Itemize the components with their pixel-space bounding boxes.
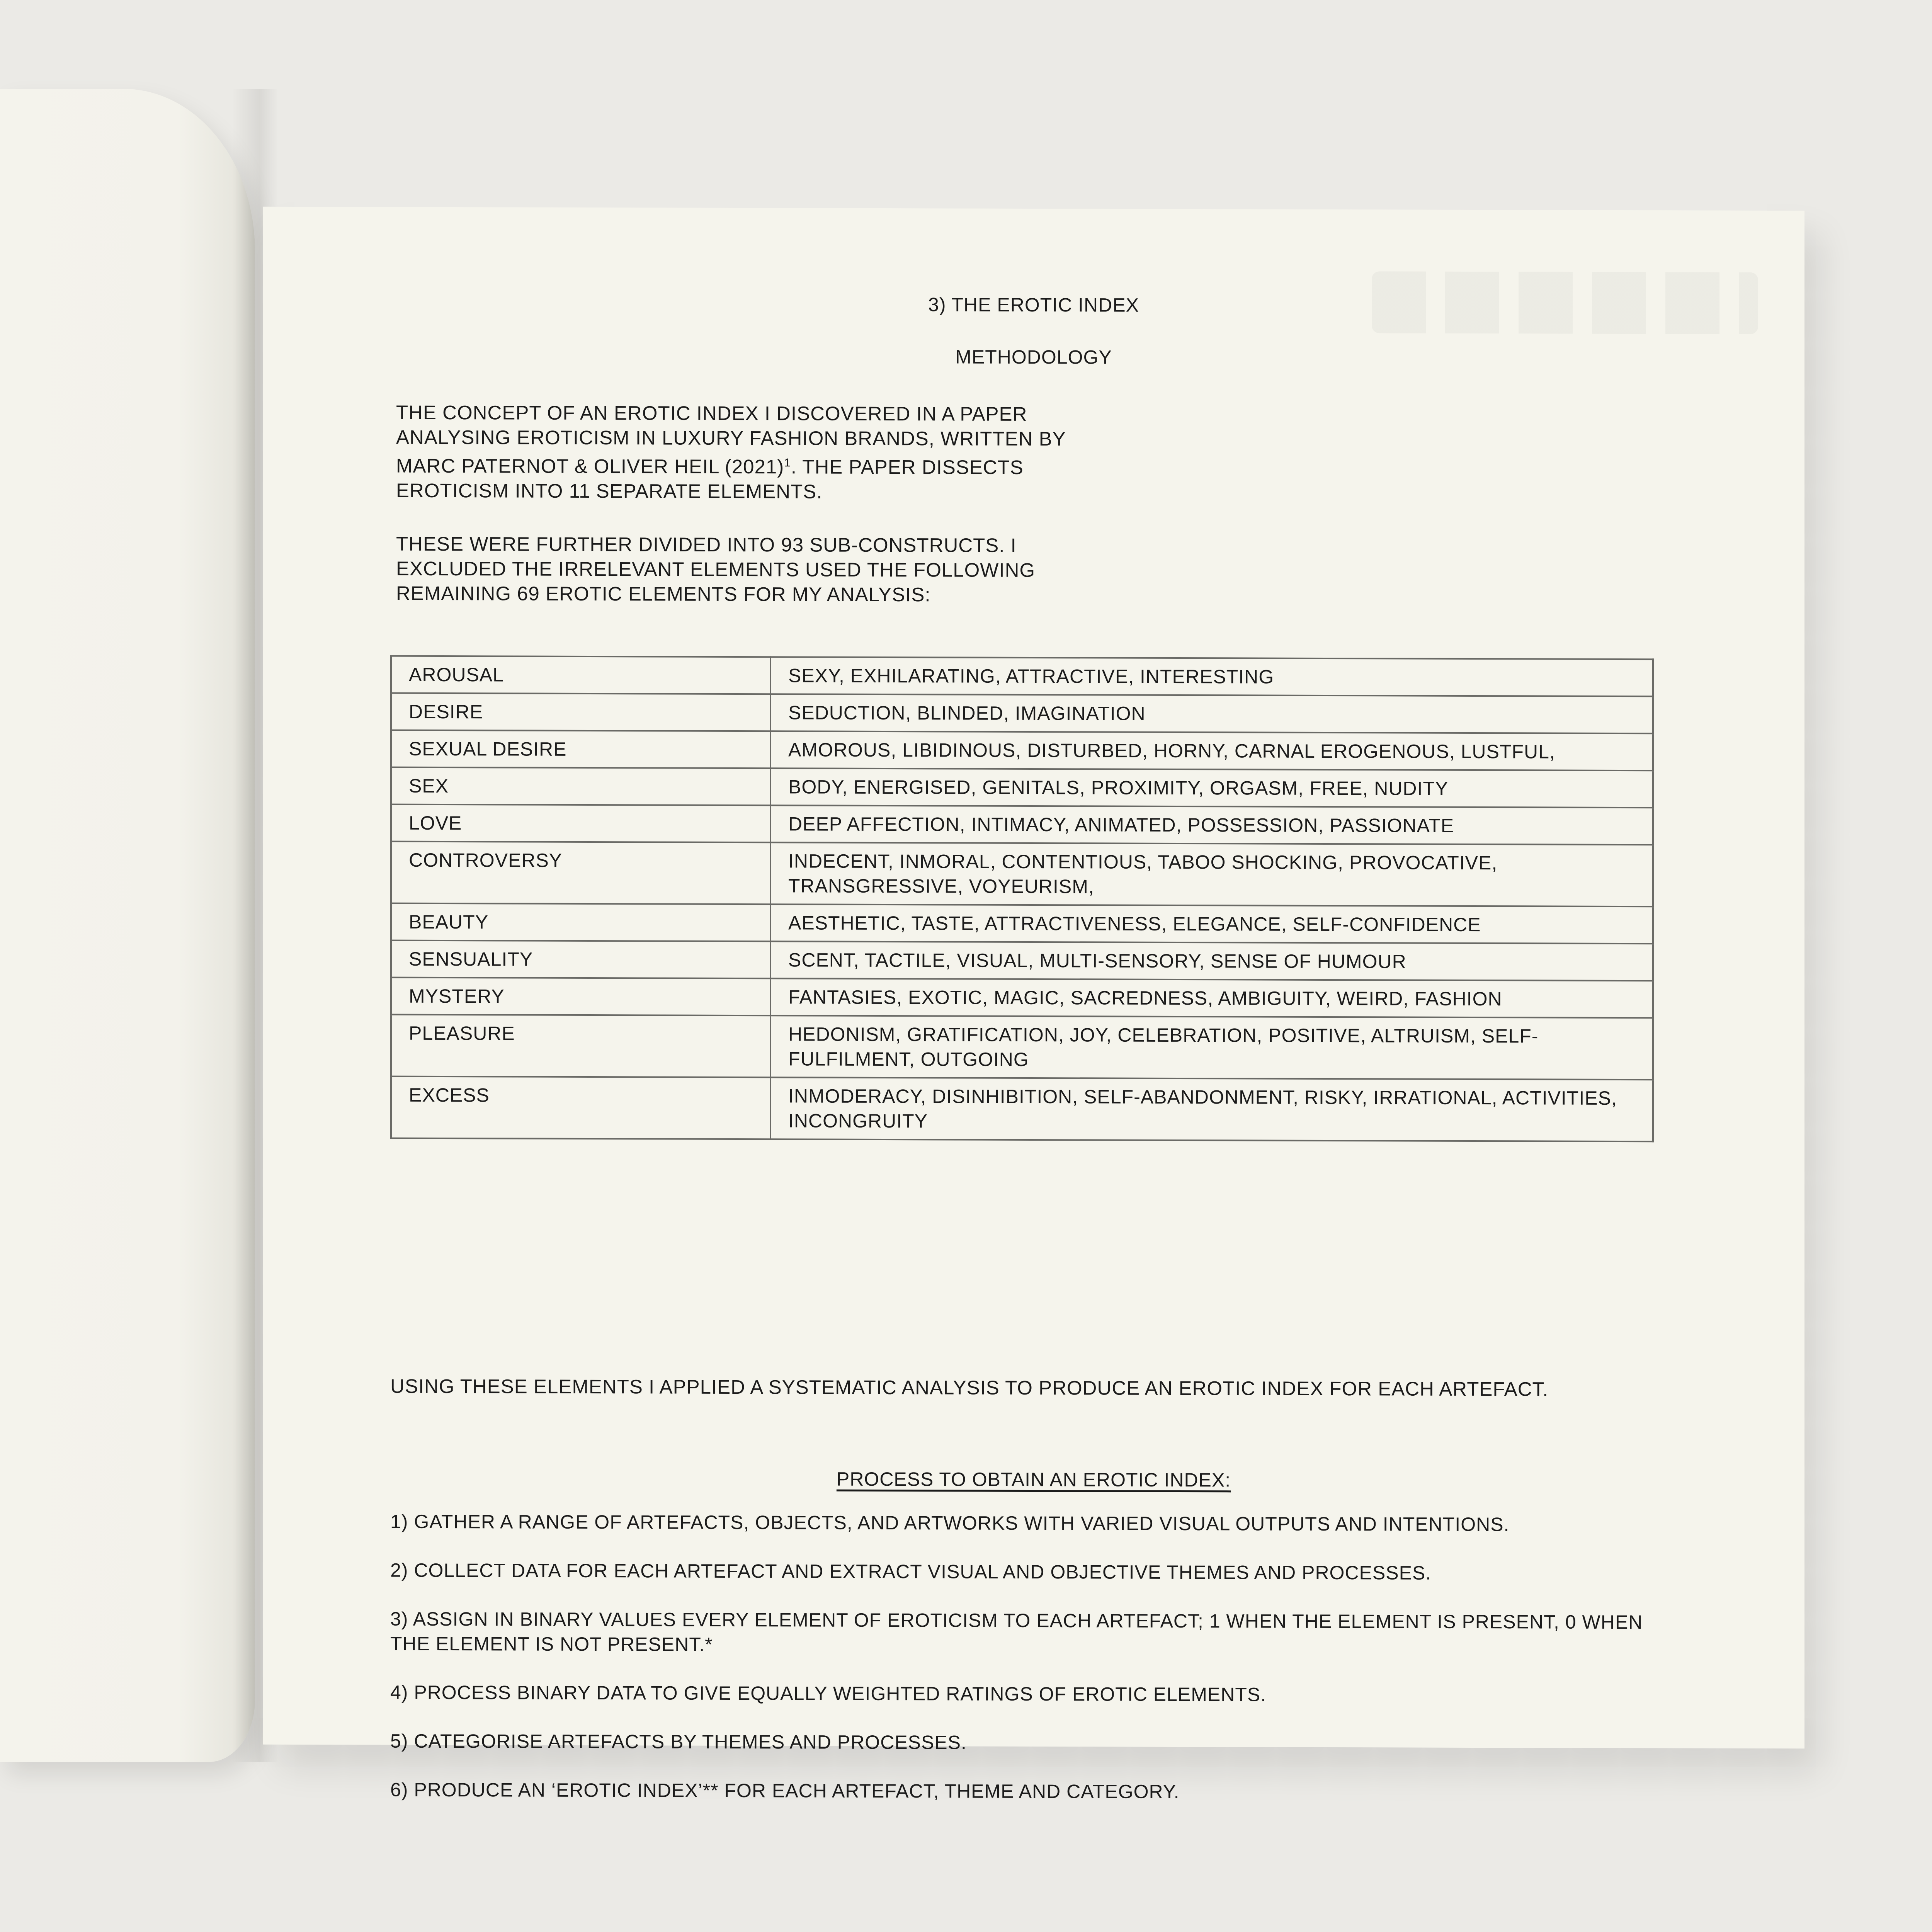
erotic-elements-table bbox=[390, 655, 1654, 1143]
document-page bbox=[263, 207, 1804, 1803]
category-cell: DESIRE bbox=[391, 693, 770, 731]
table-row bbox=[391, 842, 1653, 907]
category-cell: AROUSAL bbox=[391, 656, 770, 694]
section-title: 3) THE EROTIC INDEX bbox=[928, 294, 1139, 316]
process-step: 5) CATEGORISE ARTEFACTS BY THEMES AND PROCESSES. bbox=[390, 1730, 967, 1753]
category-cell: EXCESS bbox=[391, 1077, 770, 1139]
elements-cell: INDECENT, INMORAL, CONTENTIOUS, TABOO SHOCKING, PROVOCATIVE, TRANSGRESSIVE, VOYEURISM, bbox=[770, 842, 1653, 906]
table-row bbox=[391, 693, 1653, 734]
category-cell: PLEASURE bbox=[391, 1015, 770, 1078]
process-step: 1) GATHER A RANGE OF ARTEFACTS, OBJECTS, AND ARTWORKS WITH VARIED VISUAL OUTPUTS AND INTENTIONS. bbox=[390, 1510, 1510, 1536]
table-row bbox=[391, 1015, 1653, 1080]
table-row bbox=[391, 804, 1653, 845]
category-cell: MYSTERY bbox=[391, 978, 770, 1016]
elements-cell: SCENT, TACTILE, VISUAL, MULTI-SENSORY, SENSE OF HUMOUR bbox=[770, 941, 1653, 981]
table-row bbox=[391, 1077, 1653, 1142]
table-row bbox=[391, 940, 1653, 981]
process-steps bbox=[390, 1509, 1665, 1830]
elements-cell: INMODERACY, DISINHIBITION, SELF-ABANDONMENT, RISKY, IRRATIONAL, ACTIVITIES, INCONGRUITY bbox=[770, 1077, 1653, 1141]
process-step: 3) ASSIGN IN BINARY VALUES EVERY ELEMENT OF EROTICISM TO EACH ARTEFACT; 1 WHEN THE ELEMENT IS PRESENT, 0 WHEN THE ELEMENT IS NOT PRESENT.* bbox=[390, 1608, 1643, 1655]
process-step: 4) PROCESS BINARY DATA TO GIVE EQUALLY WEIGHTED RATINGS OF EROTIC ELEMENTS. bbox=[390, 1681, 1267, 1706]
footnote-marker: 1 bbox=[784, 456, 791, 469]
category-cell: SEX bbox=[391, 767, 770, 806]
category-cell: BEAUTY bbox=[391, 903, 770, 942]
process-title: PROCESS TO OBTAIN AN EROTIC INDEX: bbox=[836, 1468, 1231, 1491]
left-facing-page bbox=[0, 89, 255, 1762]
elements-cell: HEDONISM, GRATIFICATION, JOY, CELEBRATION, POSITIVE, ALTRUISM, SELF-FULFILMENT, OUTGOING bbox=[770, 1015, 1653, 1080]
process-step: 6) PRODUCE AN ‘EROTIC INDEX’** FOR EACH ARTEFACT, THEME AND CATEGORY. bbox=[390, 1779, 1180, 1803]
elements-cell: FANTASIES, EXOTIC, MAGIC, SACREDNESS, AMBIGUITY, WEIRD, FASHION bbox=[770, 978, 1653, 1018]
elements-cell: AESTHETIC, TASTE, ATTRACTIVENESS, ELEGANCE, SELF-CONFIDENCE bbox=[770, 904, 1653, 944]
elements-cell: DEEP AFFECTION, INTIMACY, ANIMATED, POSSESSION, PASSIONATE bbox=[770, 805, 1653, 845]
category-cell: CONTROVERSY bbox=[391, 842, 770, 905]
intro-paragraph-1: THE CONCEPT OF AN EROTIC INDEX I DISCOVERED IN A PAPER ANALYSING EROTICISM IN LUXURY FASHION BRANDS, WRITTEN BY MARC PATERNOT & OLIVER HEIL $(2021)^1$. THE PAPER DISSECTS EROTICISM INTO 11 SEPARATE ELEMENTS. bbox=[396, 401, 1066, 503]
process-step: 2) COLLECT DATA FOR EACH ARTEFACT AND EXTRACT VISUAL AND OBJECTIVE THEMES AND PROCESSES. bbox=[390, 1559, 1432, 1584]
methodology-subtitle: METHODOLOGY bbox=[955, 346, 1112, 368]
intro-paragraph-2: THESE WERE FURTHER DIVIDED INTO 93 SUB-CONSTRUCTS. I EXCLUDED THE IRRELEVANT ELEMENTS USED THE FOLLOWING REMAINING 69 EROTIC ELEMENTS FOR MY ANALYSIS: bbox=[396, 532, 1036, 606]
category-cell: SENSUALITY bbox=[391, 940, 770, 979]
table-row bbox=[391, 730, 1653, 771]
elements-cell: SEDUCTION, BLINDED, IMAGINATION bbox=[770, 694, 1653, 733]
table-row bbox=[391, 903, 1653, 944]
elements-cell: AMOROUS, LIBIDINOUS, DISTURBED, HORNY, CARNAL EROGENOUS, LUSTFUL, bbox=[770, 731, 1653, 770]
elements-cell: BODY, ENERGISED, GENITALS, PROXIMITY, ORGASM, FREE, NUDITY bbox=[770, 768, 1653, 808]
table-row bbox=[391, 978, 1653, 1018]
category-cell: LOVE bbox=[391, 804, 770, 843]
category-cell: SEXUAL DESIRE bbox=[391, 730, 770, 769]
table-row bbox=[391, 656, 1653, 697]
elements-cell: SEXY, EXHILARATING, ATTRACTIVE, INTERESTING bbox=[770, 657, 1653, 696]
table-row bbox=[391, 767, 1653, 808]
analysis-sentence: USING THESE ELEMENTS I APPLIED A SYSTEMATIC ANALYSIS TO PRODUCE AN EROTIC INDEX FOR EACH ARTEFACT. bbox=[390, 1375, 1549, 1400]
